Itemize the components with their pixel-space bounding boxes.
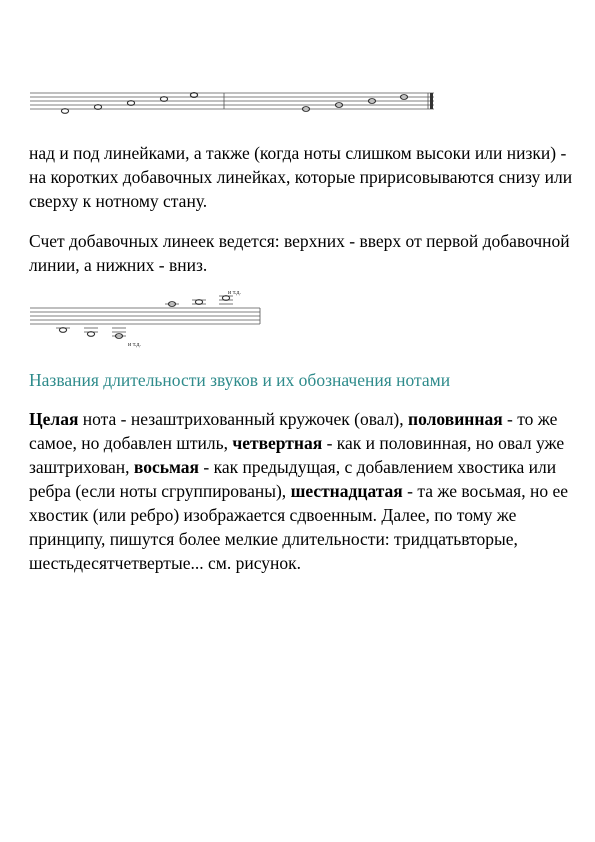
music-staff-example-1 xyxy=(28,85,438,117)
term-quarter: четвертная xyxy=(232,433,323,453)
etc-label-below: и т.д. xyxy=(128,342,141,348)
paragraph-ledger-lines: над и под линейками, а также (когда ноты слишком высоки или низки) - на коротких добавочных линейках, которые пририсовываются снизу или сверху к нотному стану. xyxy=(29,143,573,211)
term-half: половинная xyxy=(408,409,503,429)
section-heading: Названия длительности звуков и их обозначения нотами xyxy=(29,370,451,390)
term-eighth: восьмая xyxy=(133,457,200,477)
etc-label-above: и т.д. xyxy=(228,290,241,296)
paragraph-ledger-count: Счет добавочных линеек ведется: верхних - вверх от первой добавочной линии, а нижних - вниз. xyxy=(29,231,570,275)
term-sixteenth: шестнадцатая xyxy=(290,481,403,501)
music-staff-example-2 xyxy=(28,288,268,350)
term-whole: Целая xyxy=(29,409,79,429)
paragraph-durations: Целая нота - незаштрихованный кружочек (овал), половинная - то же самое, но добавлен штиль, четвертная - как и половинная, но овал уже заштрихован, восьмая - как предыдущая, с добавлением хвостика или ребра (если ноты сгруппированы), шестнадцатая - та же восьмая, но ее хвостик (или ребро) изображается сдвоенным. Далее, по тому же принципу, пишутся более мелкие длительности: тридцатьвторые, шестьдесятчетвертые... см. рисунок. xyxy=(29,409,568,573)
